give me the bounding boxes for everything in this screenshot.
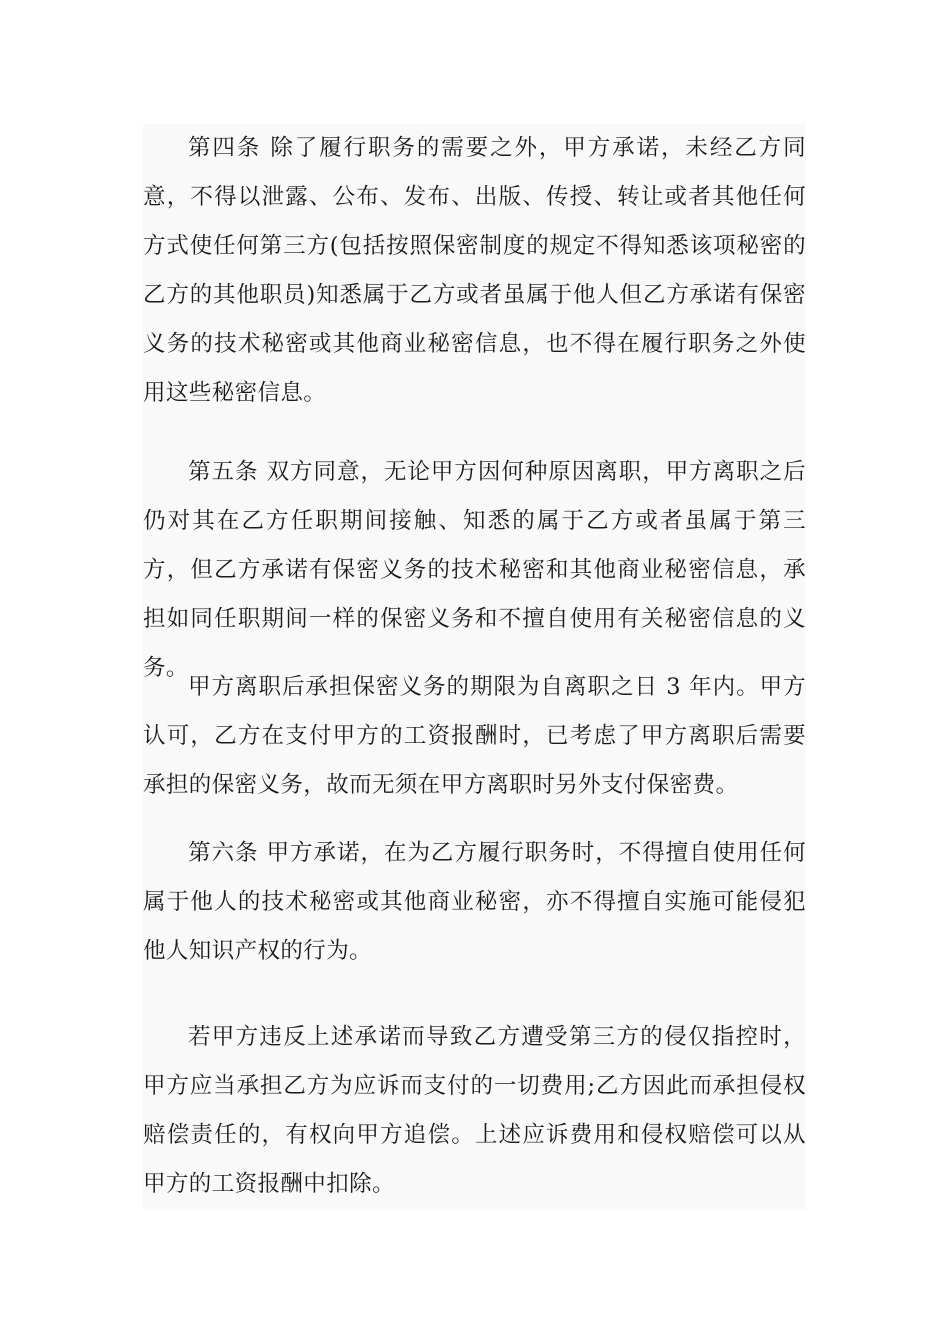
paragraph-article-6: 第六条 甲方承诺，在为乙方履行职务时，不得擅自使用任何属于他人的技术秘密或其他商业秘密，亦不得擅自实施可能侵犯他人知识产权的行为。 bbox=[143, 840, 806, 964]
paragraph-article-4: 第四条 除了履行职务的需要之外，甲方承诺，未经乙方同意，不得以泄露、公布、发布、出版、传授、转让或者其他任何方式使任何第三方(包括按照保密制度的规定不得知悉该项秘密的乙方的其他职员)知悉属于乙方或者虽属于他人但乙方承诺有保密义务的技术秘密或其他商业秘密信息，也不得在履行职务之外使用这些秘密信息。 bbox=[143, 135, 806, 406]
paragraph-confidentiality-term: 甲方离职后承担保密义务的期限为自离职之日 3 年内。甲方认可，乙方在支付甲方的工资报酬时，已考虑了甲方离职后需要承担的保密义务，故而无须在甲方离职时另外支付保密费。 bbox=[143, 674, 806, 798]
document-body bbox=[143, 124, 806, 1210]
paragraph-article-5: 第五条 双方同意，无论甲方因何种原因离职，甲方离职之后仍对其在乙方任职期间接触、知悉的属于乙方或者虽属于第三方，但乙方承诺有保密义务的技术秘密和其他商业秘密信息，承担如同任职期间一样的保密义务和不擅自使用有关秘密信息的义务。 bbox=[143, 459, 806, 681]
paragraph-infringement-liability: 若甲方违反上述承诺而导致乙方遭受第三方的侵仅指控时，甲方应当承担乙方为应诉而支付的一切费用;乙方因此而承担侵权赔偿责任的，有权向甲方追偿。上述应诉费用和侵权赔偿可以从甲方的工资报酬中扣除。 bbox=[143, 1024, 806, 1197]
